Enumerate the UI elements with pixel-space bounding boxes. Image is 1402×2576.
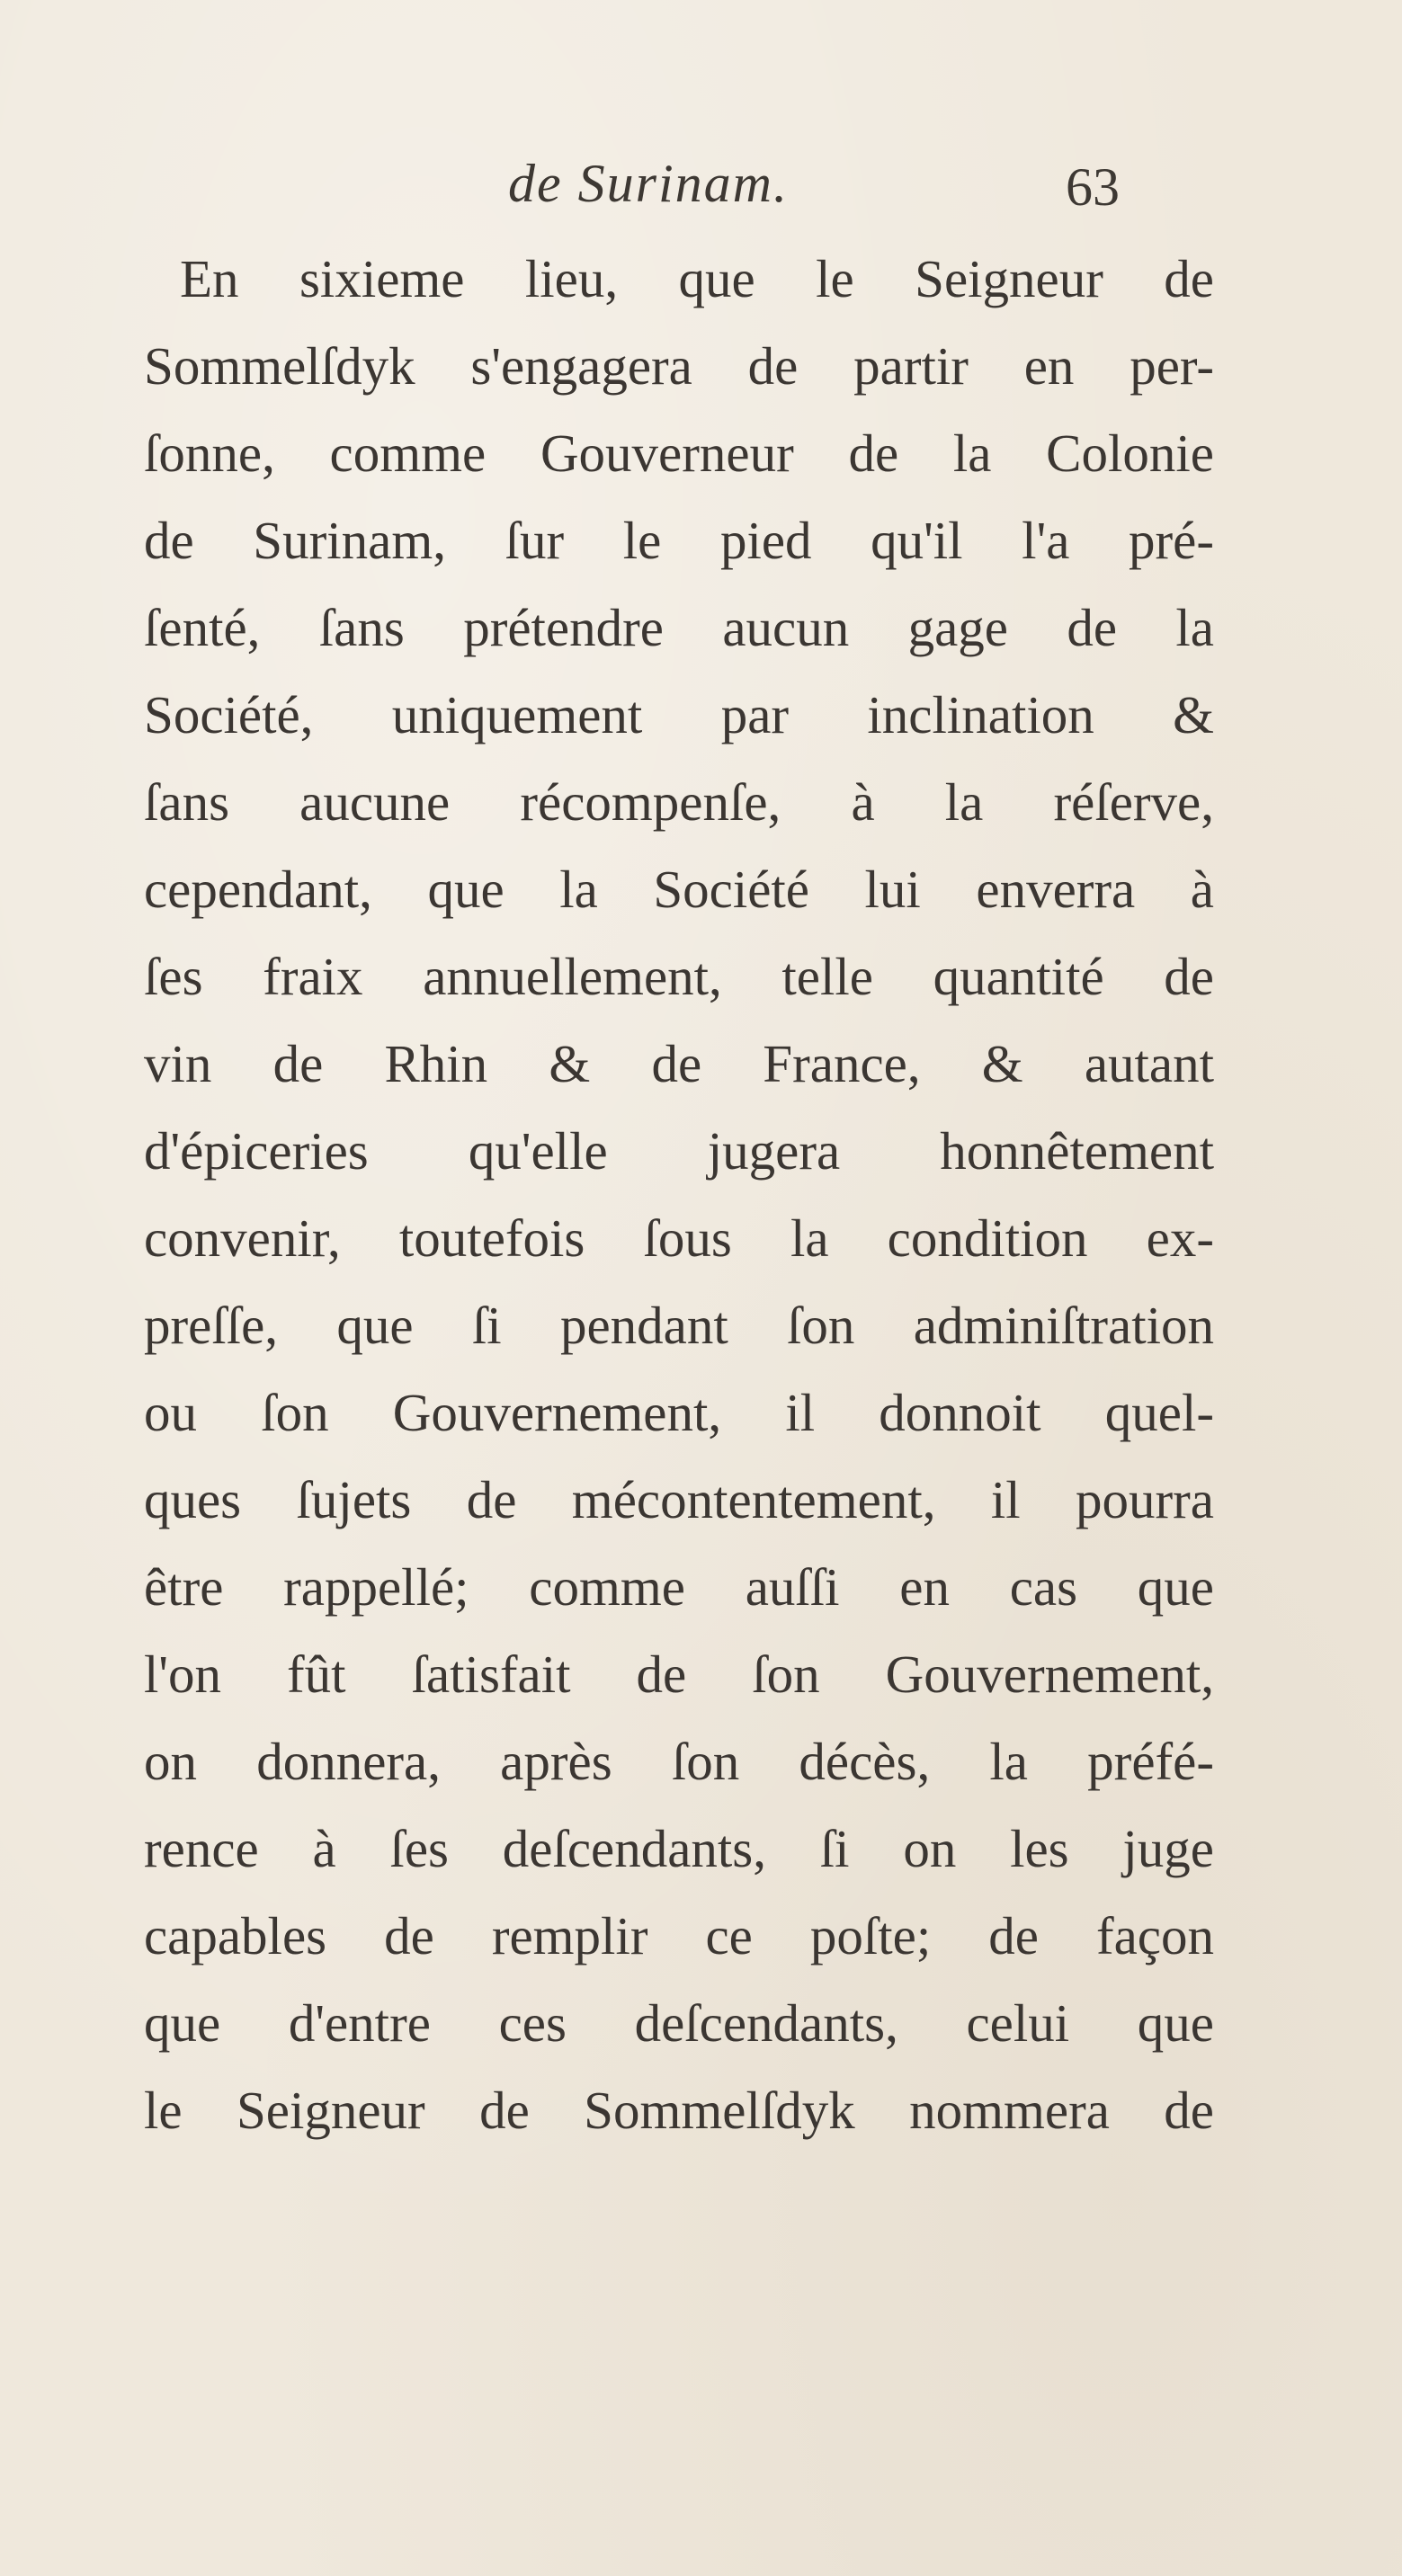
text-line: convenir, toutefois ſous la condition ex- — [144, 1208, 1214, 1268]
page-header — [0, 153, 1402, 225]
text-line: vin de Rhin & de France, & autant — [144, 1034, 1214, 1093]
page-number: 63 — [1066, 157, 1120, 217]
text-line: l'on fût ſatisfait de ſon Gouvernement, — [144, 1645, 1214, 1704]
text-line: de Surinam, ſur le pied qu'il l'a pré- — [144, 511, 1214, 570]
text-line: capables de remplir ce poſte; de façon — [144, 1906, 1214, 1965]
text-line: preſſe, que ſi pendant ſon adminiſtration — [144, 1296, 1214, 1355]
body-text — [144, 236, 1214, 2154]
text-line: ſes fraix annuellement, telle quantité de — [144, 947, 1214, 1006]
text-line: ſonne, comme Gouverneur de la Colonie — [144, 423, 1214, 483]
text-line: ques ſujets de mécontentement, il pourra — [144, 1470, 1214, 1529]
running-title: de Surinam. — [508, 154, 789, 213]
text-line: cependant, que la Société lui enverra à — [144, 860, 1214, 919]
text-line: Société, uniquement par inclination & — [144, 685, 1214, 744]
text-line: rence à ſes deſcendants, ſi on les juge — [144, 1819, 1214, 1878]
text-line: Sommelſdyk s'engagera de partir en per- — [144, 336, 1214, 396]
text-line: ou ſon Gouvernement, il donnoit quel- — [144, 1383, 1214, 1442]
text-line: d'épiceries qu'elle jugera honnêtement — [144, 1121, 1214, 1181]
text-line: on donnera, après ſon décès, la préfé- — [144, 1732, 1214, 1791]
text-line: être rappellé; comme auſſi en cas que — [144, 1557, 1214, 1617]
text-line: le Seigneur de Sommelſdyk nommera de — [144, 2081, 1214, 2140]
text-line: que d'entre ces deſcendants, celui que — [144, 1993, 1214, 2053]
text-line: ſans aucune récompenſe, à la réſerve, — [144, 772, 1214, 832]
text-line: En sixieme lieu, que le Seigneur de — [180, 249, 1214, 308]
text-line: ſenté, ſans prétendre aucun gage de la — [144, 598, 1214, 657]
